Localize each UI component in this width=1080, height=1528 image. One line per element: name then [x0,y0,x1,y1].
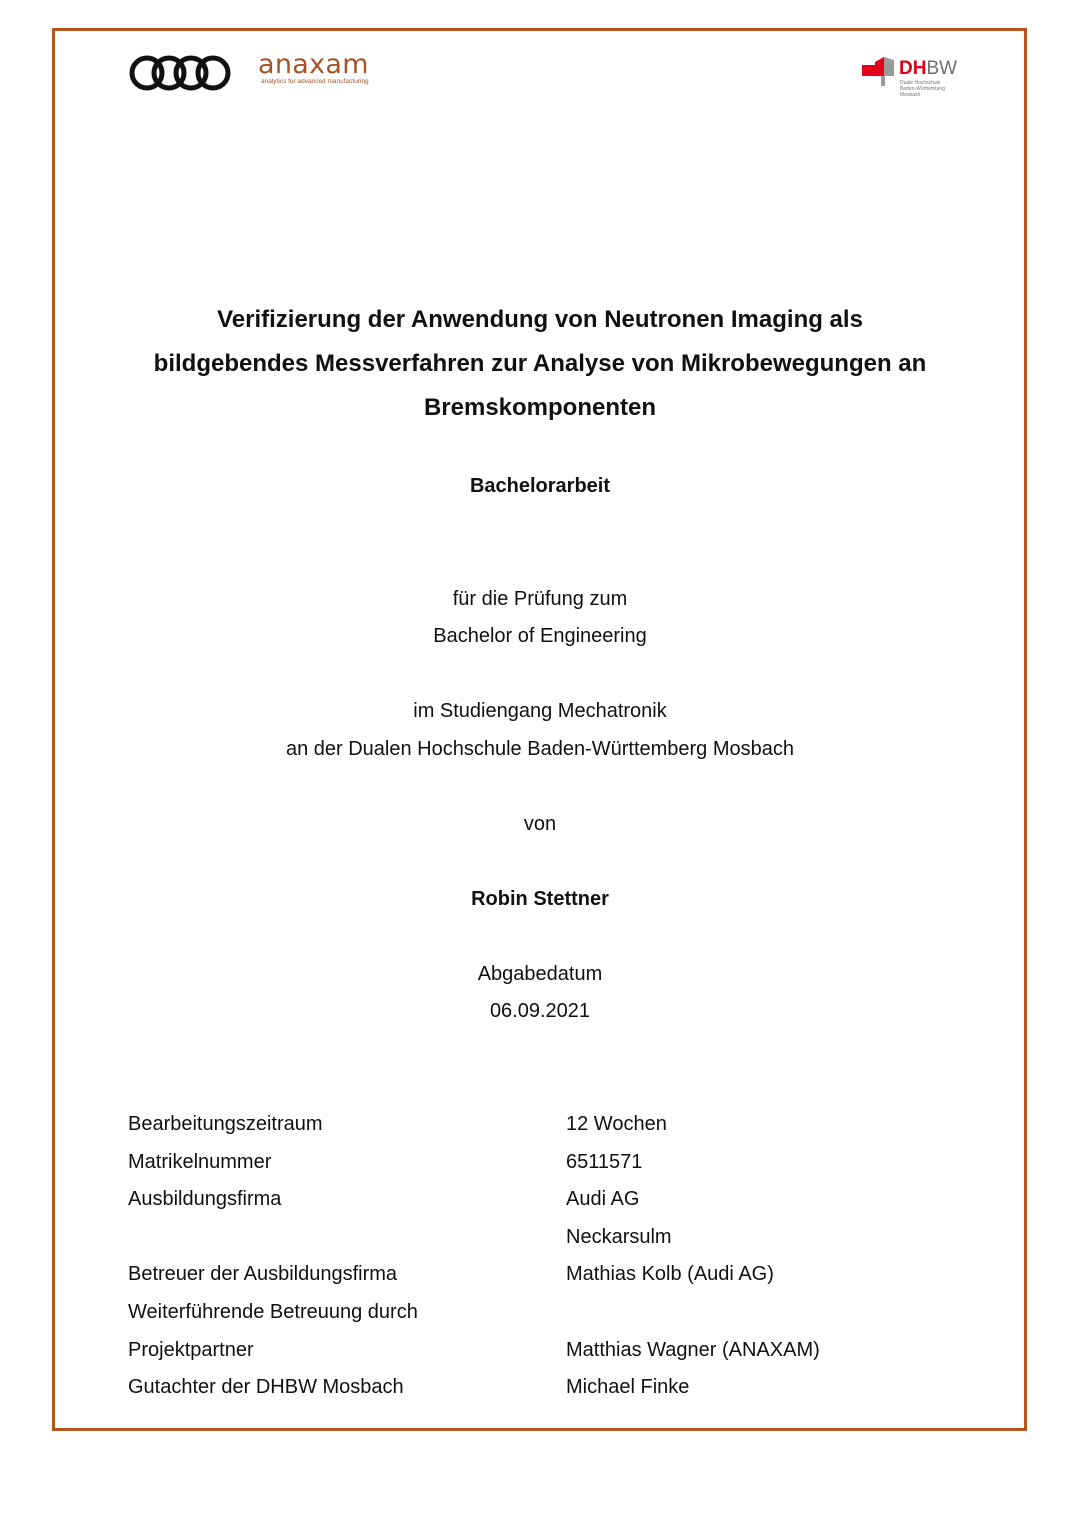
program-line-1: im Studiengang Mechatronik [413,700,667,722]
info-value: Mathias Kolb (Audi AG) [566,1263,774,1286]
info-value: 12 Wochen [566,1113,667,1135]
info-label: Ausbildungsfirma [128,1188,282,1211]
dhbw-logo [862,54,962,100]
exam-line-1: für die Prüfung zum [452,588,628,610]
info-row-company-location [128,1219,988,1257]
anaxam-tagline: analytics for advanced manufacturing [261,78,369,85]
info-value: Neckarsulm [566,1225,672,1248]
submission-label: Abgabedatum [477,963,603,985]
dhbw-wordmark-bw: BW [926,58,958,79]
info-label: Projektpartner [128,1338,254,1361]
info-table [128,1106,988,1407]
info-label: Bearbeitungszeitraum [128,1113,323,1135]
thesis-title [0,298,1080,430]
info-label: Gutachter der DHBW Mosbach [128,1376,404,1399]
info-row-company-supervisor [128,1256,988,1294]
dhbw-wordmark [899,58,957,80]
by-label: von [523,813,557,835]
program-line-2: an der Dualen Hochschule Baden-Württemberg Mosbach [285,738,795,760]
submission-date: 06.09.2021 [489,1000,591,1022]
info-row-reviewer [128,1369,988,1407]
info-value: Matthias Wagner (ANAXAM) [566,1338,820,1361]
author-name: Robin Stettner [471,888,609,910]
dhbw-subtitle: Duale Hochschule Baden-Württemberg Mosbach [900,80,946,98]
dhbw-wordmark-dh: DH [899,58,927,79]
info-row-period [128,1106,988,1144]
exam-line-2: Bachelor of Engineering [433,625,647,647]
anaxam-wordmark: anaxam [258,49,369,80]
info-row-project-partner [128,1332,988,1370]
info-value: 6511571 [566,1150,643,1173]
info-label: Betreuer der Ausbildungsfirma [128,1263,398,1286]
info-label: Matrikelnummer [128,1150,272,1173]
audi-rings-logo [128,54,234,92]
info-row-further-supervision [128,1294,988,1332]
info-label: Weiterführende Betreuung durch [128,1300,418,1323]
title-line-2: bildgebendes Messverfahren zur Analyse von Mikrobewegungen an [153,350,927,377]
info-value: Audi AG [566,1188,640,1211]
title-line-1: Verifizierung der Anwendung von Neutronen Imaging als [217,306,863,333]
info-row-company [128,1181,988,1219]
info-value: Michael Finke [566,1376,690,1399]
anaxam-logo [258,50,388,90]
document-type: Bachelorarbeit [469,475,611,497]
title-line-3: Bremskomponenten [423,394,657,421]
info-row-matriculation [128,1144,988,1182]
dhbw-mark-icon [862,56,896,86]
